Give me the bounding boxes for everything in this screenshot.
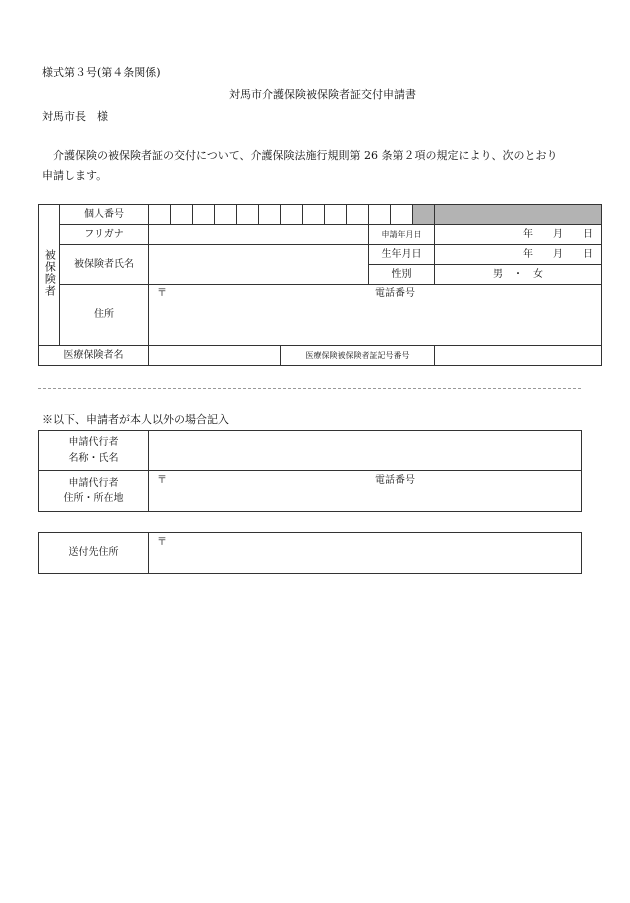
furigana-label: フリガナ: [60, 225, 149, 245]
intro-text-line2: 申請します。: [42, 169, 108, 182]
personal-number-digit[interactable]: [369, 205, 391, 225]
agent-name-field[interactable]: [149, 431, 582, 471]
medical-insurance-number-field[interactable]: [435, 346, 602, 366]
grey-block: [435, 205, 602, 225]
agent-table: [38, 430, 582, 512]
medical-insurance-number-label: 医療保険被保険者証記号番号: [281, 346, 435, 366]
personal-number-digit[interactable]: [259, 205, 281, 225]
address-label: 住所: [60, 285, 149, 346]
agent-note: ※以下、申請者が本人以外の場合記入: [42, 413, 229, 426]
delivery-table: [38, 532, 582, 574]
personal-number-digit[interactable]: [171, 205, 193, 225]
gender-options[interactable]: 男 ・ 女: [435, 265, 602, 285]
insured-table: [38, 204, 602, 366]
personal-number-digit[interactable]: [347, 205, 369, 225]
delivery-address-label: 送付先住所: [39, 533, 149, 574]
personal-number-label: 個人番号: [60, 205, 149, 225]
gender-label: 性別: [369, 265, 435, 285]
personal-number-digit[interactable]: [303, 205, 325, 225]
personal-number-digit[interactable]: [281, 205, 303, 225]
agent-name-label: 申請代行者 名称・氏名: [39, 431, 149, 471]
application-date-field[interactable]: 年 月 日: [435, 225, 602, 245]
agent-address-field[interactable]: [149, 471, 582, 512]
separator-line: [38, 388, 581, 389]
furigana-field[interactable]: [149, 225, 369, 245]
agent-address-label: 申請代行者 住所・所在地: [39, 471, 149, 512]
form-title: 対馬市介護保険被保険者証交付申請書: [229, 88, 416, 101]
phone-label: 電話番号: [375, 475, 415, 486]
grey-block: [413, 205, 435, 225]
delivery-address-field[interactable]: [149, 533, 582, 574]
birth-date-field[interactable]: 年 月 日: [435, 245, 602, 265]
personal-number-digit[interactable]: [149, 205, 171, 225]
medical-insurer-field[interactable]: [149, 346, 281, 366]
insured-name-field[interactable]: [149, 245, 369, 285]
personal-number-digit[interactable]: [193, 205, 215, 225]
personal-number-digit[interactable]: [237, 205, 259, 225]
addressee: 対馬市長 様: [42, 110, 108, 123]
medical-insurer-label: 医療保険者名: [39, 346, 149, 366]
insured-section-label: 被保険者: [39, 205, 60, 346]
postal-mark: 〒: [157, 475, 167, 486]
phone-label: 電話番号: [375, 288, 415, 299]
personal-number-digit[interactable]: [215, 205, 237, 225]
postal-mark: 〒: [157, 288, 167, 299]
application-date-label: 申請年月日: [369, 225, 435, 245]
birth-date-label: 生年月日: [369, 245, 435, 265]
intro-text-line1: 介護保険の被保険者証の交付について、介護保険法施行規則第 26 条第２項の規定により、次のとおり: [53, 149, 558, 162]
insured-name-label: 被保険者氏名: [60, 245, 149, 285]
personal-number-digit[interactable]: [391, 205, 413, 225]
form-number: 様式第３号(第４条関係): [42, 66, 161, 79]
postal-mark: 〒: [157, 537, 167, 548]
address-field[interactable]: [149, 285, 602, 346]
personal-number-digit[interactable]: [325, 205, 347, 225]
